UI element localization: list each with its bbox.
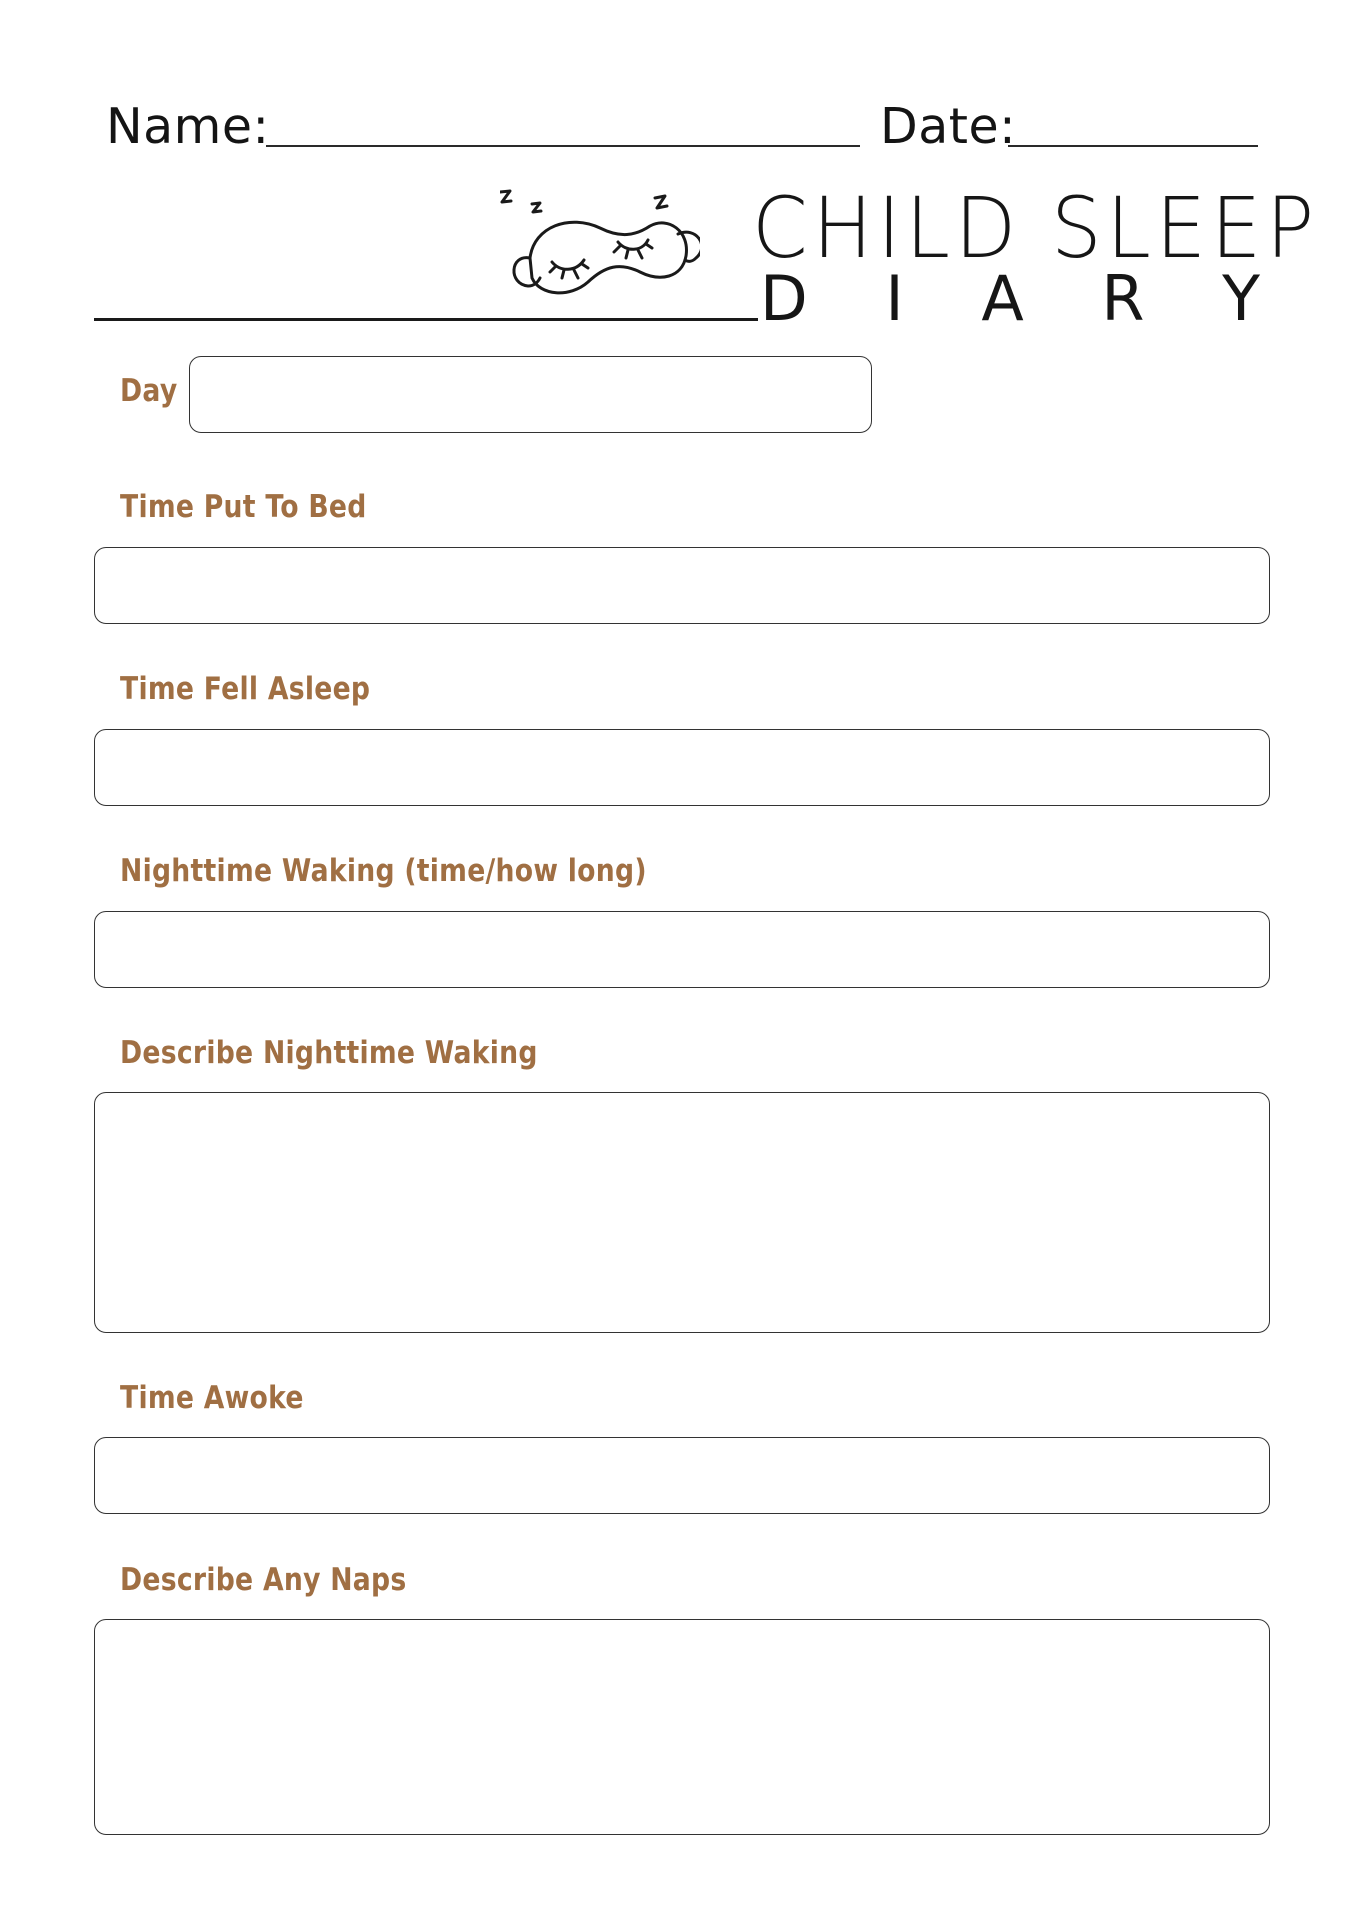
- sleep-mask-icon: [500, 186, 700, 306]
- title-letter: R: [1101, 262, 1145, 335]
- title-letter: A: [981, 262, 1024, 335]
- title-underline: [94, 318, 758, 321]
- time-put-to-bed-label: Time Put To Bed: [120, 489, 367, 525]
- day-field[interactable]: [189, 356, 872, 433]
- title-letter: I: [885, 262, 904, 335]
- nighttime-waking-field[interactable]: [94, 911, 1270, 988]
- title-line1: CHILD SLEEP: [752, 179, 1319, 277]
- describe-naps-field[interactable]: [94, 1619, 1270, 1835]
- title-letter: D: [760, 262, 808, 335]
- time-awoke-field[interactable]: [94, 1437, 1270, 1514]
- date-label: Date:: [880, 98, 1017, 155]
- time-fell-asleep-field[interactable]: [94, 729, 1270, 806]
- name-label: Name:: [106, 98, 270, 155]
- time-put-to-bed-field[interactable]: [94, 547, 1270, 624]
- name-line[interactable]: [266, 145, 860, 147]
- title-letter: Y: [1222, 262, 1260, 335]
- date-line[interactable]: [1008, 145, 1258, 147]
- title-line2: [760, 262, 1260, 335]
- day-label: Day: [120, 373, 178, 409]
- time-fell-asleep-label: Time Fell Asleep: [120, 671, 371, 707]
- time-awoke-label: Time Awoke: [120, 1380, 304, 1416]
- zzz-icon: [500, 191, 511, 202]
- nighttime-waking-label: Nighttime Waking (time/how long): [120, 853, 647, 889]
- describe-naps-label: Describe Any Naps: [120, 1562, 407, 1598]
- describe-nighttime-waking-label: Describe Nighttime Waking: [120, 1035, 538, 1071]
- describe-nighttime-waking-field[interactable]: [94, 1092, 1270, 1333]
